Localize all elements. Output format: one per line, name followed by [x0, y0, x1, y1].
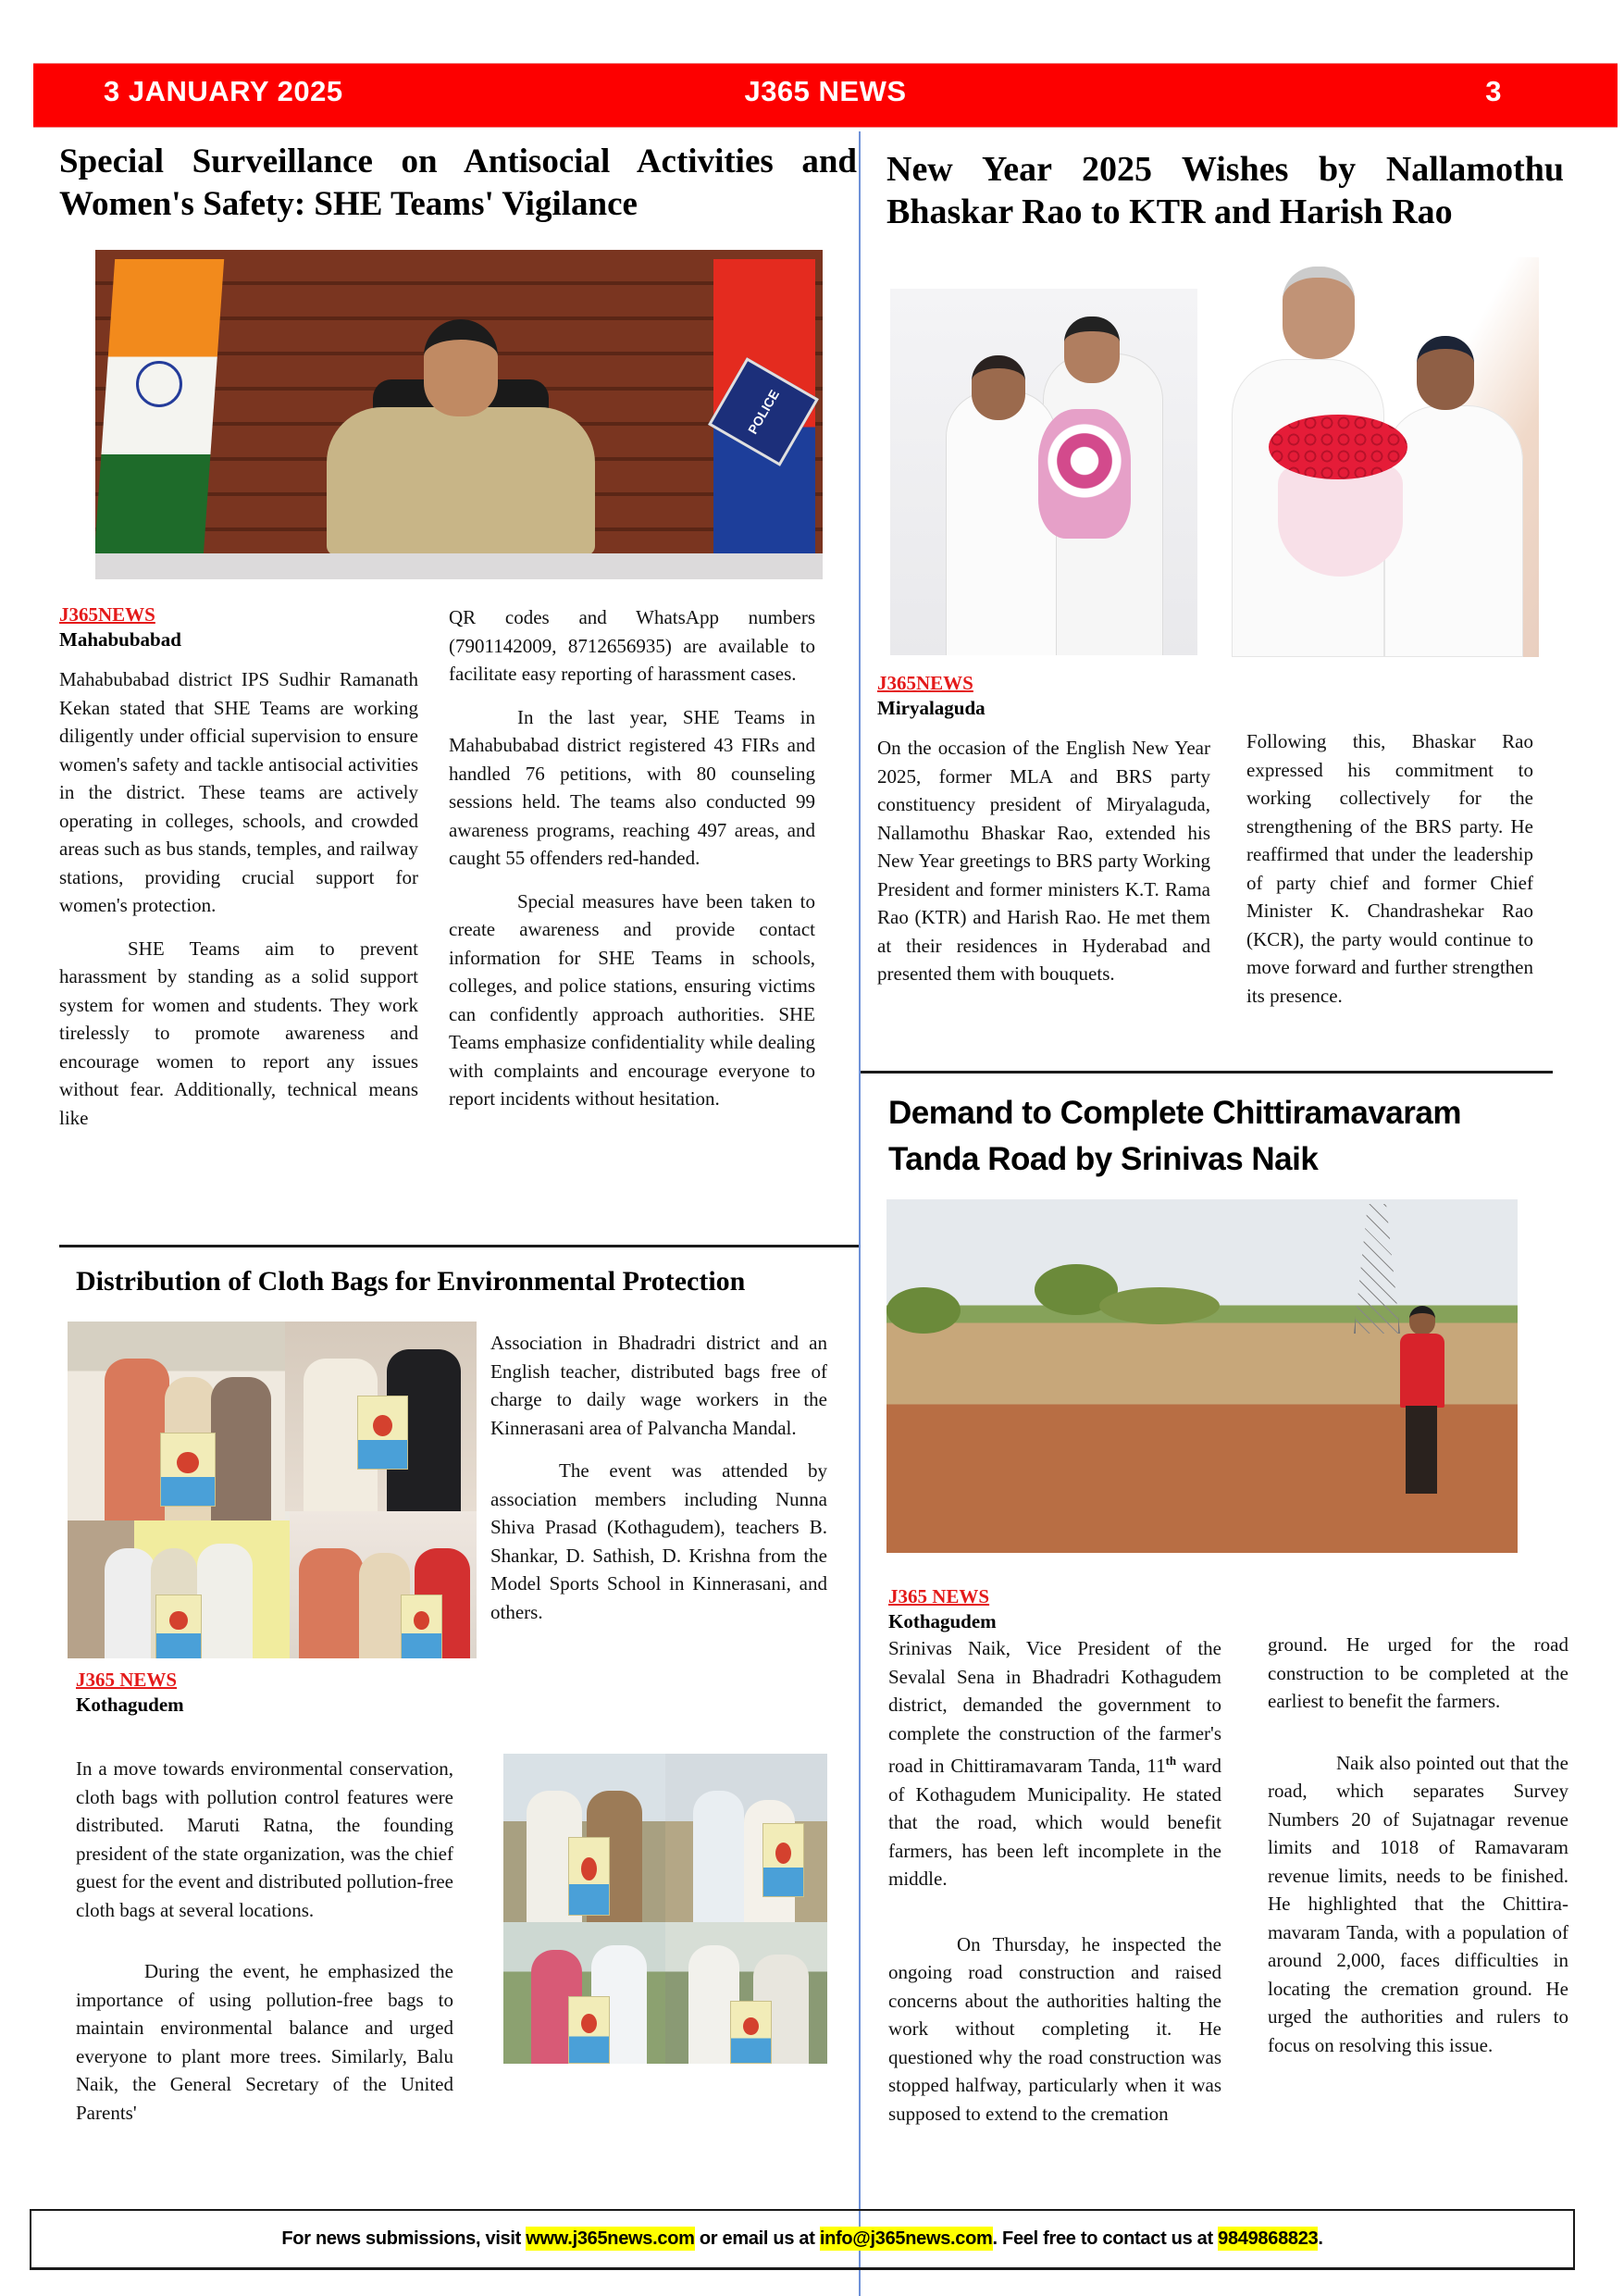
page-number: 3: [1485, 75, 1502, 107]
dateline-location: Kothagudem: [888, 1610, 997, 1632]
person-head: [1417, 336, 1474, 410]
cloth-bags-column-1: [76, 1669, 453, 2141]
tanda-road-column-1: [888, 1585, 1221, 2142]
footer-text-segment: or email us at: [694, 2228, 820, 2249]
flower-bouquet: [1038, 409, 1131, 539]
cloth-bag-distribution-collage-2: [503, 1754, 827, 2064]
person-figure: [105, 1548, 155, 1658]
person-figure: [197, 1544, 253, 1658]
indian-flag: [95, 259, 224, 555]
footer-text-segment: For news submissions, visit: [281, 2228, 527, 2249]
dateline-location: Kothagudem: [76, 1694, 184, 1716]
ashoka-chakra-icon: [136, 361, 182, 407]
tanda-road-headline: Demand to Complete Chittiramavaram Tanda Road by Srinivas Naik: [888, 1095, 1461, 1177]
collage-tile: [290, 1511, 477, 1658]
issue-date: 3 JANUARY 2025: [104, 75, 343, 107]
byline-tag: J365NEWS: [877, 672, 973, 694]
cloth-bag: [401, 1595, 442, 1658]
she-teams-column-1: [59, 603, 418, 1147]
website-link[interactable]: www.j365news.com: [526, 2228, 695, 2249]
paragraph: [888, 1634, 1221, 1893]
rose-bouquet: [1269, 415, 1407, 479]
officer-head: [424, 319, 498, 416]
dateline-location: Mahabubabad: [59, 628, 181, 651]
paragraph: In a move towards environmental conservation, cloth bags with pollution control features were distributed. Maruti Ratna, the founding president of the state organization, was the chief guest for the event and distributed pollution-free cloth bags at several locations.: [76, 1757, 453, 1921]
collage-tile: [503, 1754, 665, 1922]
collage-tile: [665, 1922, 827, 2064]
paragraph: ground. He urged for the road construction to be completed at the earliest to benefit the farmers.: [1268, 1633, 1568, 1712]
email-link[interactable]: info@j365news.com: [819, 2228, 993, 2249]
paragraph: Following this, Bhaskar Rao expressed his commitment to working collectively for the strengthening of the BRS party. He reaffirmed that under the leadership of party chief and former Chief Minister K. Chandrashekar Rao (KCR), the party would continue to move forward and further strengthen its presence.: [1246, 730, 1533, 1007]
section-divider-right: [861, 1071, 1553, 1074]
person-head: [1409, 1306, 1435, 1335]
byline-tag: J365NEWS: [59, 603, 155, 626]
bouquet-with-harish-rao-photo: [1204, 257, 1539, 657]
collage-tile: [503, 1922, 665, 2064]
dateline-location: Miryalaguda: [877, 697, 986, 719]
police-emblem-icon: POLICE: [708, 357, 819, 466]
officer-uniform: [327, 407, 595, 555]
person-figure: [946, 391, 1057, 655]
paragraph: Association in Bhadradri district and an English teacher, distributed bags free of charge to daily wage workers in the Kinnerasani area of Palvancha Mandal.: [490, 1332, 827, 1439]
person-head: [972, 355, 1025, 420]
cloth-bag: [568, 1996, 610, 2064]
collage-tile: [285, 1322, 477, 1511]
collage-tile: [68, 1322, 285, 1520]
cloth-bag: [160, 1433, 216, 1507]
paragraph: Mahabubabad district IPS Sudhir Ramanath Kekan stated that SHE Teams are working diligently under official supervision to ensure women's safety and tackle antisocial activities in the district. These teams are actively operating in colleges, schools, and crowded areas such as bus stands, temples, and railway stations, providing crucial support for women's protection.: [59, 668, 418, 916]
ordinal-superscript: th: [1165, 1754, 1177, 1768]
red-shirt: [1400, 1334, 1444, 1408]
cloth-bag: [730, 2001, 772, 2064]
footer-text: [281, 2228, 1322, 2250]
person-figure: [211, 1377, 271, 1520]
submission-footer: [30, 2209, 1575, 2270]
person-figure: [693, 1791, 744, 1922]
paragraph: SHE Teams aim to prevent harassment by standing as a solid support system for women and students. They work tirelessly to promote awareness and encourage women to report any issues without fear. Additionally, technical means like: [59, 937, 418, 1129]
paragraph: On the occasion of the English New Year 2025, former MLA and BRS party constituency president of Miryalaguda, Nallamothu Bhaskar Rao, extended his New Year greetings to BRS party Working President and former ministers K.T. Rama Rao (KTR) and Harish Rao. He met them at their residences in Hyderabad and presented them with bouquets.: [877, 737, 1210, 985]
bouquet-wrap: [1278, 465, 1403, 577]
tree: [886, 1287, 961, 1334]
power-tower: [1354, 1204, 1400, 1334]
desk: [95, 553, 823, 579]
collage-tile: [68, 1520, 290, 1658]
trousers: [1406, 1406, 1437, 1494]
paragraph: Special measures have been taken to create awareness and provide contact information for SHE Teams in schools, colleges, and police stations, ensuring victims can confidently approach authorities. SHE Teams emphasize confidentiality while dealing with complaints and encourage everyone to report incidents without hesitation.: [449, 889, 815, 1110]
footer-text-segment: . Feel free to contact us at: [992, 2228, 1219, 2249]
paragraph: On Thursday, he inspected the ongoing road construction and raised concerns about the authorities halting the work without completing it. He questioned why the road construction was stopped halfway, particularly when it was supposed to extend to the cremation: [888, 1932, 1221, 2125]
byline-tag: J365 NEWS: [76, 1669, 178, 1691]
phone-number[interactable]: 9849868823: [1218, 2228, 1319, 2249]
person-head: [1283, 267, 1355, 359]
paragraph-text: Srinivas Naik, Vice President of the Sevalal Sena in Bhadradri Kothagudem district, demanded the government to complete the construction of the farmer's road in Chittiramavaram Tanda, 11: [888, 1637, 1221, 1777]
byline-tag: J365 NEWS: [888, 1585, 990, 1607]
cloth-bag: [357, 1396, 408, 1470]
person-head: [1064, 316, 1120, 383]
tanda-road-column-2: [1268, 1631, 1568, 2074]
footer-text-segment: .: [1318, 2228, 1323, 2249]
paragraph: The event was attended by association members including Nunna Shiva Prasad (Kothagudem), teachers B. Shankar, D. Sathish, D. Krishna from the Model Sports School in Kinnerasani, and others.: [490, 1459, 827, 1623]
person-figure: [299, 1548, 364, 1658]
paragraph: In the last year, SHE Teams in Mahabubabad district registered 43 FIRs and handled 76 petitions, with 80 counseling sessions held. The teams also conducted 99 awareness programs, reaching 497 areas, and caught 55 offenders red-handed.: [449, 705, 815, 869]
cloth-bag: [762, 1823, 804, 1897]
officer-portrait-photo: [95, 250, 823, 579]
paragraph-text: ward of Kothagudem Municipality. He stated that the road, which would benefit farmers, has been left incomplete in the middle.: [888, 1755, 1222, 1890]
paragraph: During the event, he emphasized the importance of using pollution-free bags to maintain environmental balance and urged everyone to plant more trees. Similarly, Balu Naik, the General Secretary of the United Parents': [76, 1960, 453, 2124]
bouquet-with-ktr-photo: [890, 289, 1197, 655]
newspaper-title: J365 NEWS: [744, 75, 907, 107]
cloth-bag: [568, 1837, 610, 1916]
paragraph: Naik also pointed out that the road, which separates Survey Numbers 20 of Sujatnagar revenue limits and 1018 of Ramavaram revenue limits, needs to be finished. He highlighted that the Chittira-mavaram Tanda, with a population of around 2,000, faces difficulties in locating the cremation ground. He urged the authorities and rulers to focus on resolving this issue.: [1268, 1751, 1568, 2056]
cloth-bag-distribution-collage-1: [68, 1322, 477, 1658]
section-divider-left: [59, 1245, 859, 1247]
she-teams-column-2: [449, 603, 815, 1128]
cloth-bags-column-2: [490, 1329, 827, 1641]
she-teams-headline: Special Surveillance on Antisocial Activities and Women's Safety: SHE Teams' Vigilance: [59, 143, 857, 223]
tree: [1099, 1287, 1220, 1324]
cloth-bags-headline: Distribution of Cloth Bags for Environmental Protection: [76, 1266, 746, 1297]
new-year-column-1: [877, 672, 1210, 1003]
collage-tile: [665, 1754, 827, 1922]
paragraph: QR codes and WhatsApp numbers (7901142009, 8712656935) are available to facilitate easy reporting of harassment cases.: [449, 606, 815, 685]
new-year-wishes-headline: New Year 2025 Wishes by Nallamothu Bhaskar Rao to KTR and Harish Rao: [886, 150, 1564, 231]
unfinished-road-site-photo: [886, 1199, 1518, 1553]
person-pointing: [1400, 1306, 1442, 1500]
column-divider: [859, 131, 861, 2296]
masthead-band: [33, 63, 1618, 128]
cloth-bag: [155, 1595, 202, 1658]
new-year-column-2: [1246, 727, 1533, 1024]
